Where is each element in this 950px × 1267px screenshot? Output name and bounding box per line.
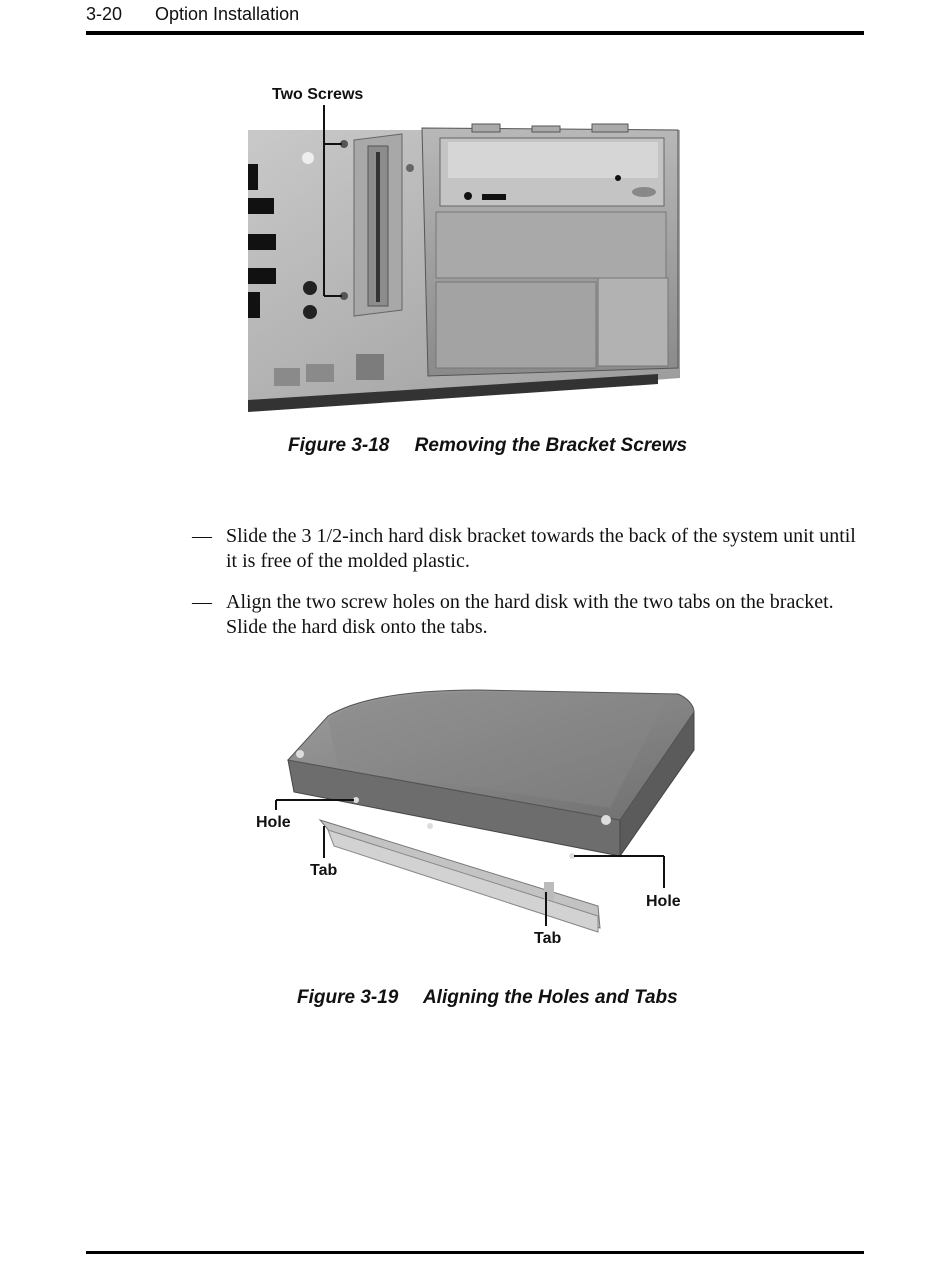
- section-title: Option Installation: [155, 4, 300, 24]
- tab-callout-left: Tab: [310, 862, 338, 879]
- list-item-text: Align the two screw holes on the hard disk with the two tabs on the bracket. Slide the hard disk onto the tabs.: [226, 591, 834, 638]
- figure-3-19-illustration: [248, 680, 708, 952]
- figure-number: Figure 3-18: [288, 435, 390, 456]
- figure-3-18-caption: [288, 435, 687, 457]
- two-screws-callout: Two Screws: [272, 86, 364, 103]
- list-item-text: Slide the 3 1/2-inch hard disk bracket towards the back of the system unit until it is free of the molded plastic.: [226, 525, 856, 572]
- hole-callout-left: Hole: [256, 814, 291, 831]
- figure-title: Removing the Bracket Screws: [414, 435, 688, 456]
- figure-3-19-caption: [297, 987, 678, 1009]
- page-number: 3-20: [86, 4, 123, 24]
- hole-callout-right: Hole: [646, 893, 681, 910]
- instruction-list: [192, 524, 862, 656]
- list-item: [192, 590, 862, 640]
- dash-marker: —: [192, 525, 212, 547]
- page-header: [86, 4, 864, 26]
- figure-3-18-illustration: [240, 78, 700, 420]
- dash-marker: —: [192, 591, 212, 613]
- list-item: [192, 524, 862, 574]
- figure-title: Aligning the Holes and Tabs: [422, 987, 678, 1008]
- header-rule: [86, 31, 864, 35]
- figure-number: Figure 3-19: [297, 987, 399, 1008]
- tab-callout-bottom: Tab: [534, 930, 562, 947]
- footer-rule: [86, 1251, 864, 1254]
